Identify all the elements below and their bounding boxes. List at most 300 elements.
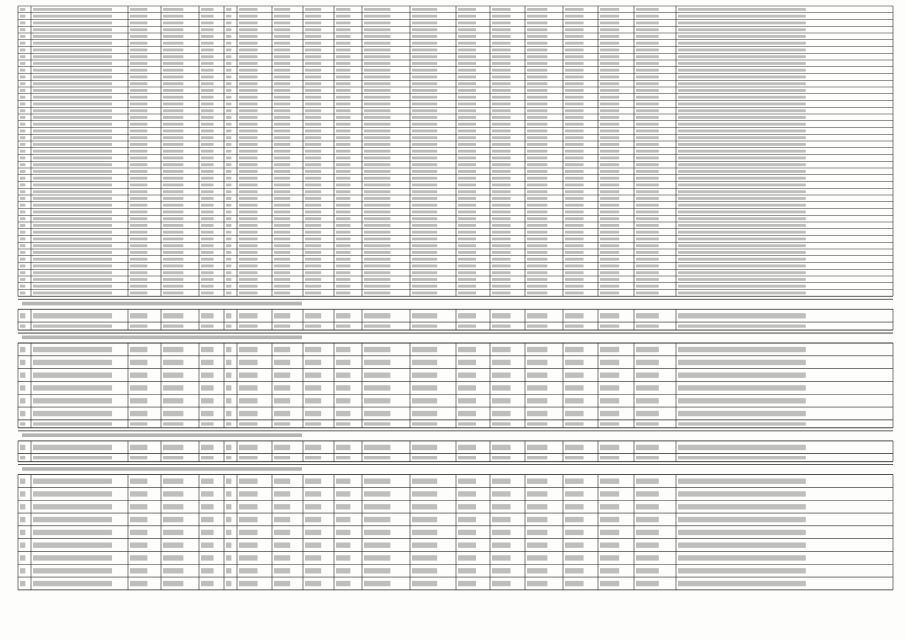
illegible-cell-text bbox=[305, 116, 321, 119]
illegible-cell-text bbox=[565, 211, 584, 214]
illegible-cell-text bbox=[20, 76, 25, 79]
illegible-cell-text bbox=[636, 258, 659, 261]
illegible-cell-text bbox=[201, 422, 214, 425]
illegible-cell-text bbox=[274, 224, 290, 227]
illegible-cell-text bbox=[600, 265, 619, 268]
illegible-cell-text bbox=[163, 123, 183, 126]
illegible-cell-text bbox=[33, 49, 112, 52]
illegible-cell-text bbox=[678, 324, 806, 327]
illegible-cell-text bbox=[336, 231, 350, 234]
illegible-cell-text bbox=[492, 258, 511, 261]
illegible-cell-text bbox=[130, 491, 147, 496]
illegible-cell-text bbox=[412, 456, 437, 459]
illegible-cell-text bbox=[20, 542, 25, 547]
illegible-cell-text bbox=[492, 238, 511, 241]
illegible-cell-text bbox=[274, 385, 290, 390]
illegible-cell-text bbox=[492, 130, 511, 133]
illegible-cell-text bbox=[636, 231, 659, 234]
illegible-cell-text bbox=[565, 258, 584, 261]
illegible-cell-text bbox=[636, 116, 659, 119]
illegible-cell-text bbox=[239, 456, 258, 459]
illegible-cell-text bbox=[565, 62, 584, 65]
illegible-cell-text bbox=[565, 15, 584, 18]
illegible-cell-text bbox=[412, 190, 437, 193]
illegible-cell-text bbox=[565, 8, 584, 11]
illegible-cell-text bbox=[527, 184, 547, 187]
illegible-cell-text bbox=[33, 238, 112, 241]
illegible-cell-text bbox=[600, 103, 619, 106]
illegible-cell-text bbox=[678, 55, 806, 58]
illegible-cell-text bbox=[458, 143, 476, 146]
illegible-cell-text bbox=[274, 568, 290, 573]
illegible-cell-text bbox=[364, 123, 390, 126]
illegible-cell-text bbox=[636, 238, 659, 241]
illegible-cell-text bbox=[201, 258, 214, 261]
illegible-cell-text bbox=[201, 555, 214, 560]
illegible-cell-text bbox=[636, 411, 659, 416]
illegible-cell-text bbox=[492, 103, 511, 106]
illegible-cell-text bbox=[458, 76, 476, 79]
illegible-cell-text bbox=[33, 398, 112, 403]
illegible-cell-text bbox=[565, 517, 584, 522]
illegible-cell-text bbox=[33, 568, 112, 573]
illegible-cell-text bbox=[336, 581, 350, 586]
illegible-cell-text bbox=[364, 445, 390, 450]
illegible-cell-text bbox=[600, 123, 619, 126]
illegible-cell-text bbox=[130, 398, 147, 403]
illegible-cell-text bbox=[527, 109, 547, 112]
illegible-cell-text bbox=[201, 157, 214, 160]
illegible-cell-text bbox=[305, 170, 321, 173]
illegible-cell-text bbox=[527, 411, 547, 416]
illegible-cell-text bbox=[364, 542, 390, 547]
illegible-cell-text bbox=[492, 231, 511, 234]
illegible-cell-text bbox=[336, 62, 350, 65]
illegible-cell-text bbox=[458, 123, 476, 126]
illegible-cell-text bbox=[636, 157, 659, 160]
illegible-cell-text bbox=[163, 292, 183, 295]
illegible-cell-text bbox=[412, 69, 437, 72]
illegible-cell-text bbox=[305, 422, 321, 425]
illegible-cell-text bbox=[274, 143, 290, 146]
illegible-cell-text bbox=[565, 271, 584, 274]
illegible-cell-text bbox=[274, 504, 290, 509]
illegible-cell-text bbox=[364, 244, 390, 247]
illegible-cell-text bbox=[239, 530, 258, 535]
illegible-cell-text bbox=[364, 130, 390, 133]
illegible-cell-text bbox=[274, 285, 290, 288]
illegible-cell-text bbox=[336, 49, 350, 52]
illegible-cell-text bbox=[527, 123, 547, 126]
illegible-cell-text bbox=[130, 204, 147, 207]
illegible-cell-text bbox=[274, 292, 290, 295]
illegible-cell-text bbox=[364, 265, 390, 268]
illegible-cell-text bbox=[20, 69, 25, 72]
illegible-cell-text bbox=[201, 163, 214, 166]
illegible-cell-text bbox=[33, 581, 112, 586]
illegible-cell-text bbox=[565, 278, 584, 281]
illegible-cell-text bbox=[130, 96, 147, 99]
illegible-cell-text bbox=[274, 82, 290, 85]
illegible-cell-text bbox=[458, 313, 476, 318]
illegible-cell-text bbox=[305, 204, 321, 207]
illegible-cell-text bbox=[336, 478, 350, 483]
illegible-cell-text bbox=[305, 271, 321, 274]
illegible-cell-text bbox=[492, 478, 511, 483]
illegible-cell-text bbox=[20, 292, 25, 295]
illegible-cell-text bbox=[458, 136, 476, 139]
illegible-cell-text bbox=[239, 360, 258, 365]
illegible-cell-text bbox=[201, 116, 214, 119]
illegible-cell-text bbox=[226, 244, 231, 247]
illegible-cell-text bbox=[565, 170, 584, 173]
illegible-cell-text bbox=[274, 517, 290, 522]
illegible-cell-text bbox=[336, 96, 350, 99]
illegible-cell-text bbox=[492, 445, 511, 450]
illegible-cell-text bbox=[239, 150, 258, 153]
illegible-cell-text bbox=[239, 55, 258, 58]
illegible-cell-text bbox=[226, 265, 231, 268]
illegible-cell-text bbox=[163, 445, 183, 450]
illegible-cell-text bbox=[527, 398, 547, 403]
illegible-cell-text bbox=[565, 184, 584, 187]
illegible-cell-text bbox=[201, 581, 214, 586]
illegible-cell-text bbox=[412, 170, 437, 173]
illegible-cell-text bbox=[201, 22, 214, 25]
illegible-cell-text bbox=[33, 163, 112, 166]
illegible-cell-text bbox=[412, 530, 437, 535]
illegible-cell-text bbox=[274, 130, 290, 133]
illegible-cell-text bbox=[527, 136, 547, 139]
illegible-cell-text bbox=[336, 170, 350, 173]
illegible-cell-text bbox=[678, 116, 806, 119]
illegible-cell-text bbox=[239, 49, 258, 52]
illegible-cell-text bbox=[274, 136, 290, 139]
illegible-cell-text bbox=[600, 445, 619, 450]
illegible-cell-text bbox=[492, 324, 511, 327]
illegible-cell-text bbox=[492, 136, 511, 139]
illegible-cell-text bbox=[678, 190, 806, 193]
illegible-cell-text bbox=[20, 224, 25, 227]
illegible-cell-text bbox=[336, 123, 350, 126]
illegible-cell-text bbox=[201, 89, 214, 92]
illegible-cell-text bbox=[678, 292, 806, 295]
illegible-cell-text bbox=[678, 69, 806, 72]
illegible-cell-text bbox=[458, 292, 476, 295]
illegible-cell-text bbox=[412, 271, 437, 274]
illegible-cell-text bbox=[565, 150, 584, 153]
illegible-cell-text bbox=[163, 251, 183, 254]
illegible-cell-text bbox=[678, 204, 806, 207]
illegible-cell-text bbox=[492, 581, 511, 586]
illegible-cell-text bbox=[33, 211, 112, 214]
illegible-cell-text bbox=[239, 581, 258, 586]
illegible-cell-text bbox=[636, 581, 659, 586]
illegible-cell-text bbox=[201, 143, 214, 146]
illegible-cell-text bbox=[527, 244, 547, 247]
illegible-cell-text bbox=[201, 49, 214, 52]
illegible-cell-text bbox=[412, 422, 437, 425]
illegible-cell-text bbox=[492, 62, 511, 65]
illegible-cell-text bbox=[600, 568, 619, 573]
illegible-cell-text bbox=[226, 422, 231, 425]
illegible-cell-text bbox=[274, 55, 290, 58]
illegible-cell-text bbox=[163, 69, 183, 72]
illegible-cell-text bbox=[600, 217, 619, 220]
illegible-cell-text bbox=[492, 244, 511, 247]
illegible-cell-text bbox=[527, 555, 547, 560]
illegible-cell-text bbox=[600, 116, 619, 119]
illegible-cell-text bbox=[527, 42, 547, 45]
illegible-cell-text bbox=[305, 35, 321, 38]
illegible-cell-text bbox=[226, 96, 231, 99]
illegible-cell-text bbox=[226, 258, 231, 261]
illegible-cell-text bbox=[565, 581, 584, 586]
illegible-cell-text bbox=[492, 116, 511, 119]
illegible-cell-text bbox=[130, 28, 147, 31]
illegible-cell-text bbox=[458, 324, 476, 327]
illegible-cell-text bbox=[274, 35, 290, 38]
illegible-cell-text bbox=[226, 150, 231, 153]
illegible-cell-text bbox=[492, 177, 511, 180]
illegible-cell-text bbox=[492, 157, 511, 160]
illegible-cell-text bbox=[458, 347, 476, 352]
illegible-cell-text bbox=[33, 271, 112, 274]
illegible-cell-text bbox=[527, 150, 547, 153]
illegible-cell-text bbox=[678, 422, 806, 425]
illegible-cell-text bbox=[305, 530, 321, 535]
illegible-cell-text bbox=[201, 504, 214, 509]
illegible-cell-text bbox=[33, 82, 112, 85]
illegible-cell-text bbox=[492, 422, 511, 425]
illegible-cell-text bbox=[636, 150, 659, 153]
illegible-cell-text bbox=[678, 28, 806, 31]
illegible-cell-text bbox=[20, 411, 25, 416]
illegible-cell-text bbox=[305, 8, 321, 11]
illegible-cell-text bbox=[226, 251, 231, 254]
illegible-cell-text bbox=[163, 130, 183, 133]
illegible-cell-text bbox=[33, 244, 112, 247]
illegible-cell-text bbox=[226, 22, 231, 25]
illegible-cell-text bbox=[239, 292, 258, 295]
illegible-cell-text bbox=[678, 136, 806, 139]
illegible-cell-text bbox=[163, 517, 183, 522]
illegible-cell-text bbox=[364, 278, 390, 281]
illegible-cell-text bbox=[336, 313, 350, 318]
illegible-cell-text bbox=[565, 143, 584, 146]
illegible-cell-text bbox=[226, 136, 231, 139]
illegible-cell-text bbox=[636, 555, 659, 560]
illegible-cell-text bbox=[600, 82, 619, 85]
illegible-cell-text bbox=[274, 542, 290, 547]
illegible-cell-text bbox=[527, 385, 547, 390]
illegible-cell-text bbox=[33, 411, 112, 416]
illegible-cell-text bbox=[239, 285, 258, 288]
illegible-cell-text bbox=[201, 491, 214, 496]
illegible-cell-text bbox=[600, 478, 619, 483]
illegible-cell-text bbox=[226, 211, 231, 214]
illegible-cell-text bbox=[201, 224, 214, 227]
illegible-cell-text bbox=[20, 258, 25, 261]
illegible-cell-text bbox=[364, 109, 390, 112]
illegible-cell-text bbox=[33, 372, 112, 377]
illegible-cell-text bbox=[33, 123, 112, 126]
illegible-cell-text bbox=[458, 581, 476, 586]
illegible-cell-text bbox=[527, 170, 547, 173]
illegible-cell-text bbox=[226, 116, 231, 119]
illegible-cell-text bbox=[130, 89, 147, 92]
illegible-cell-text bbox=[527, 278, 547, 281]
illegible-cell-text bbox=[336, 55, 350, 58]
illegible-cell-text bbox=[636, 123, 659, 126]
illegible-cell-text bbox=[636, 324, 659, 327]
illegible-cell-text bbox=[239, 190, 258, 193]
illegible-cell-text bbox=[20, 15, 25, 18]
illegible-cell-text bbox=[163, 197, 183, 200]
illegible-cell-text bbox=[33, 35, 112, 38]
illegible-cell-text bbox=[600, 163, 619, 166]
illegible-cell-text bbox=[364, 42, 390, 45]
illegible-cell-text bbox=[305, 456, 321, 459]
illegible-cell-text bbox=[305, 251, 321, 254]
illegible-cell-text bbox=[678, 238, 806, 241]
illegible-cell-text bbox=[274, 244, 290, 247]
illegible-cell-text bbox=[492, 347, 511, 352]
illegible-cell-text bbox=[201, 517, 214, 522]
illegible-cell-text bbox=[527, 285, 547, 288]
illegible-cell-text bbox=[412, 385, 437, 390]
illegible-cell-text bbox=[201, 211, 214, 214]
illegible-cell-text bbox=[226, 411, 231, 416]
illegible-cell-text bbox=[636, 130, 659, 133]
illegible-cell-text bbox=[33, 278, 112, 281]
illegible-cell-text bbox=[226, 271, 231, 274]
illegible-cell-text bbox=[163, 157, 183, 160]
illegible-cell-text bbox=[492, 197, 511, 200]
illegible-cell-text bbox=[492, 271, 511, 274]
illegible-cell-text bbox=[458, 231, 476, 234]
illegible-cell-text bbox=[565, 157, 584, 160]
illegible-cell-text bbox=[226, 35, 231, 38]
illegible-cell-text bbox=[527, 372, 547, 377]
illegible-cell-text bbox=[412, 177, 437, 180]
illegible-cell-text bbox=[274, 204, 290, 207]
illegible-cell-text bbox=[412, 478, 437, 483]
illegible-cell-text bbox=[239, 8, 258, 11]
illegible-cell-text bbox=[130, 177, 147, 180]
illegible-cell-text bbox=[678, 62, 806, 65]
illegible-cell-text bbox=[239, 244, 258, 247]
illegible-cell-text bbox=[527, 15, 547, 18]
illegible-cell-text bbox=[336, 109, 350, 112]
illegible-cell-text bbox=[678, 530, 806, 535]
illegible-cell-text bbox=[678, 231, 806, 234]
illegible-cell-text bbox=[336, 157, 350, 160]
illegible-cell-text bbox=[678, 285, 806, 288]
illegible-cell-text bbox=[600, 251, 619, 254]
illegible-cell-text bbox=[527, 204, 547, 207]
illegible-cell-text bbox=[527, 231, 547, 234]
illegible-cell-text bbox=[20, 347, 25, 352]
illegible-cell-text bbox=[336, 265, 350, 268]
illegible-cell-text bbox=[412, 143, 437, 146]
illegible-cell-text bbox=[274, 324, 290, 327]
illegible-cell-text bbox=[678, 385, 806, 390]
illegible-cell-text bbox=[600, 184, 619, 187]
illegible-cell-text bbox=[33, 285, 112, 288]
illegible-cell-text bbox=[412, 123, 437, 126]
illegible-cell-text bbox=[636, 542, 659, 547]
illegible-cell-text bbox=[636, 163, 659, 166]
illegible-cell-text bbox=[20, 177, 25, 180]
illegible-cell-text bbox=[226, 163, 231, 166]
illegible-cell-text bbox=[201, 109, 214, 112]
illegible-cell-text bbox=[20, 555, 25, 560]
illegible-cell-text bbox=[364, 89, 390, 92]
illegible-cell-text bbox=[33, 143, 112, 146]
illegible-cell-text bbox=[226, 8, 231, 11]
illegible-cell-text bbox=[458, 372, 476, 377]
illegible-cell-text bbox=[20, 197, 25, 200]
illegible-cell-text bbox=[33, 517, 112, 522]
illegible-cell-text bbox=[412, 445, 437, 450]
illegible-cell-text bbox=[163, 478, 183, 483]
illegible-cell-text bbox=[412, 150, 437, 153]
illegible-cell-text bbox=[412, 224, 437, 227]
illegible-cell-text bbox=[274, 190, 290, 193]
illegible-cell-text bbox=[636, 170, 659, 173]
illegible-cell-text bbox=[130, 292, 147, 295]
illegible-cell-text bbox=[600, 372, 619, 377]
illegible-cell-text bbox=[364, 581, 390, 586]
illegible-cell-text bbox=[636, 285, 659, 288]
illegible-cell-text bbox=[636, 360, 659, 365]
illegible-cell-text bbox=[527, 28, 547, 31]
illegible-cell-text bbox=[274, 217, 290, 220]
illegible-cell-text bbox=[20, 517, 25, 522]
illegible-cell-text bbox=[458, 211, 476, 214]
illegible-cell-text bbox=[305, 568, 321, 573]
illegible-cell-text bbox=[305, 211, 321, 214]
illegible-cell-text bbox=[364, 103, 390, 106]
illegible-cell-text bbox=[412, 278, 437, 281]
illegible-cell-text bbox=[305, 411, 321, 416]
illegible-cell-text bbox=[678, 244, 806, 247]
illegible-cell-text bbox=[678, 163, 806, 166]
illegible-cell-text bbox=[600, 411, 619, 416]
illegible-cell-text bbox=[527, 55, 547, 58]
illegible-cell-text bbox=[130, 555, 147, 560]
illegible-cell-text bbox=[130, 244, 147, 247]
illegible-cell-text bbox=[600, 22, 619, 25]
illegible-cell-text bbox=[565, 109, 584, 112]
illegible-cell-text bbox=[458, 163, 476, 166]
illegible-cell-text bbox=[336, 130, 350, 133]
illegible-cell-text bbox=[305, 265, 321, 268]
illegible-cell-text bbox=[336, 278, 350, 281]
illegible-cell-text bbox=[412, 347, 437, 352]
illegible-cell-text bbox=[20, 130, 25, 133]
illegible-cell-text bbox=[492, 542, 511, 547]
illegible-cell-text bbox=[226, 285, 231, 288]
illegible-cell-text bbox=[239, 238, 258, 241]
illegible-cell-text bbox=[201, 204, 214, 207]
illegible-cell-text bbox=[527, 568, 547, 573]
section-heading bbox=[22, 433, 302, 437]
illegible-cell-text bbox=[527, 445, 547, 450]
illegible-cell-text bbox=[239, 517, 258, 522]
illegible-cell-text bbox=[163, 55, 183, 58]
